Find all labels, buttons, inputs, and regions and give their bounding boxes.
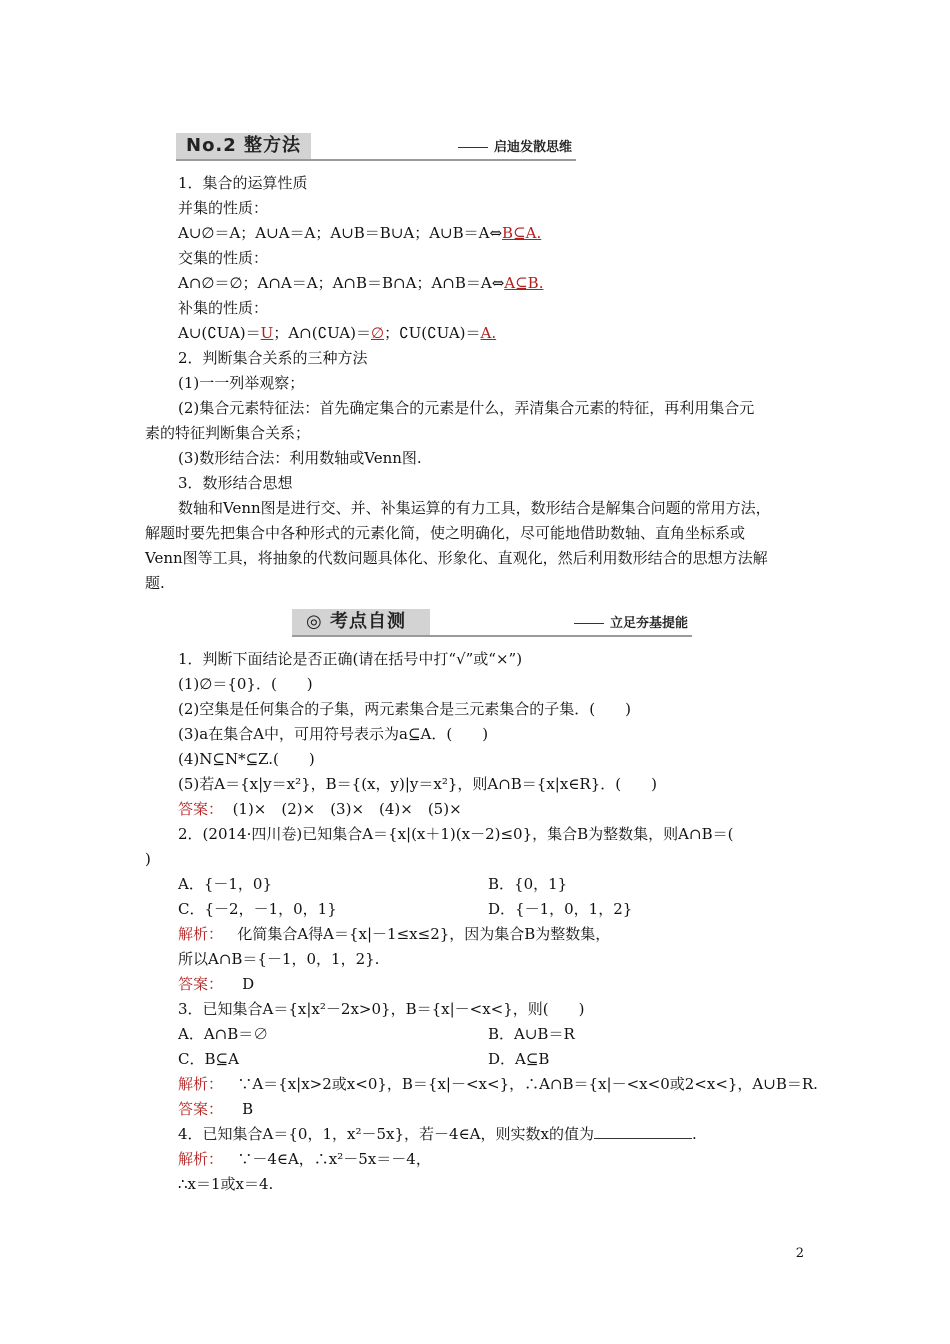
- question-text: 4．已知集合A＝{0，1，x²－5x}，若－4∈A，则实数x的值为: [178, 1125, 594, 1143]
- question-2-tail: ): [145, 850, 151, 868]
- question-1-item: (1)∅＝{0}．( ): [178, 675, 313, 693]
- text-line: [178, 322, 496, 344]
- complement-c: ；A∩(∁UA)＝: [273, 324, 371, 342]
- answer-fill: B⊆A.: [502, 224, 542, 242]
- complement-e: ；∁U(∁UA)＝: [384, 324, 481, 342]
- solution-text: ∵－4∈A，∴x²－5x＝－4，: [237, 1150, 431, 1168]
- page-number: 2: [795, 1246, 804, 1261]
- union-properties: A∪∅＝A；A∪A＝A；A∪B＝B∪A；A∪B＝A⇔: [178, 224, 503, 242]
- answer-text: B: [242, 1100, 254, 1118]
- option-b: B．{0，1}: [488, 875, 568, 893]
- option-b: B．A∪B＝R: [488, 1025, 575, 1043]
- text-line: 素的特征判断集合关系；: [145, 424, 311, 442]
- section-tag: ◎ 考点自测: [292, 609, 430, 635]
- solution-2-cont: 所以A∩B＝{－1，0，1，2}.: [178, 950, 380, 968]
- question-1-item: (5)若A＝{x|y＝x²}，B＝{(x，y)|y＝x²}，则A∩B＝{x|x∈R}．( ): [178, 775, 657, 793]
- question-1-item: (4)N⊆N*⊆Z.( ): [178, 750, 315, 768]
- question-2: 2．(2014·四川卷)已知集合A＝{x|(x＋1)(x－2)≤0}，集合B为整数集，则A∩B＝(: [178, 825, 734, 843]
- text-line: 并集的性质：: [178, 199, 269, 217]
- question-end: .: [691, 1125, 697, 1143]
- solution-label: 解析：: [178, 1150, 224, 1168]
- solution-text: 化简集合A得A＝{x|－1≤x≤2}，因为集合B为整数集，: [237, 925, 611, 943]
- solution-label: 解析：: [178, 925, 224, 943]
- answer-label: 答案：: [178, 1100, 224, 1118]
- question-3: 3．已知集合A＝{x|x²－2x>0}，B＝{x|－<x<}，则( ): [178, 1000, 585, 1018]
- option-d: D．{－1，0，1，2}: [488, 900, 633, 918]
- solution-label: 解析：: [178, 1075, 224, 1093]
- text-line: 3．数形结合思想: [178, 474, 293, 492]
- answer-fill: A.: [480, 324, 497, 342]
- option-c: C．B⊆A: [178, 1050, 239, 1068]
- text-line: 数轴和Venn图是进行交、并、补集运算的有力工具，数形结合是解集合问题的常用方法，: [178, 499, 771, 517]
- text-line: 补集的性质：: [178, 299, 269, 317]
- answer-1: [178, 798, 462, 820]
- option-a: A．{－1，0}: [178, 875, 273, 893]
- question-1-item: (3)a在集合A中，可用符号表示为a⊆A．( ): [178, 725, 489, 743]
- text-line: 2．判断集合关系的三种方法: [178, 349, 368, 367]
- answer-text: D: [242, 975, 255, 993]
- option-d: D．A⊆B: [488, 1050, 550, 1068]
- text-line: 题.: [145, 574, 165, 592]
- text-line: (2)集合元素特征法：首先确定集合的元素是什么，弄清集合元素的特征，再利用集合元: [178, 399, 755, 417]
- question-1: 1．判断下面结论是否正确(请在括号中打“√”或“×”): [178, 650, 523, 668]
- complement-a: A∪(∁UA)＝: [178, 324, 261, 342]
- section-subtitle: 启迪发散思维: [458, 136, 572, 155]
- text-line: Venn图等工具，将抽象的代数问题具体化、形象化、直观化，然后利用数形结合的思想方法解: [145, 549, 768, 567]
- answer-2: [178, 973, 254, 995]
- answer-text: (1)× (2)× (3)× (4)× (5)×: [232, 800, 462, 818]
- text-line: 1．集合的运算性质: [178, 174, 308, 192]
- text-line: (1)一一列举观察；: [178, 374, 305, 392]
- answer-label: 答案：: [178, 975, 224, 993]
- text-line: [178, 222, 541, 244]
- text-line: [178, 272, 543, 294]
- question-4: [178, 1123, 697, 1145]
- option-a: A．A∩B＝∅: [178, 1025, 269, 1043]
- answer-fill: U: [260, 324, 274, 342]
- section-subtitle: 立足夯基提能: [574, 612, 688, 631]
- option-c: C．{－2，－1，0，1}: [178, 900, 337, 918]
- text-line: (3)数形结合法：利用数轴或Venn图.: [178, 449, 422, 467]
- question-1-item: (2)空集是任何集合的子集，两元素集合是三元素集合的子集．( ): [178, 700, 631, 718]
- solution-2: [178, 923, 610, 945]
- section-tag: No.2 整方法: [176, 133, 311, 159]
- solution-3: [178, 1073, 818, 1095]
- section-banner-methods: [176, 133, 576, 161]
- solution-text: ∵A＝{x|x>2或x<0}，B＝{x|－<x<}，∴A∩B＝{x|－<x<0或2<x<}，A∪B＝R.: [237, 1075, 818, 1093]
- text-line: 解题时要先把集合中各种形式的元素化简，使之明确化，尽可能地借助数轴、直角坐标系或: [145, 524, 746, 542]
- solution-4: [178, 1148, 431, 1170]
- text-line: 交集的性质：: [178, 249, 269, 267]
- answer-3: [178, 1098, 253, 1120]
- answer-fill: ∅: [371, 324, 385, 342]
- answer-label: 答案：: [178, 800, 224, 818]
- section-banner-self-test: [292, 609, 692, 637]
- solution-4-cont: ∴x＝1或x＝4.: [178, 1175, 274, 1193]
- answer-blank: [594, 1124, 692, 1139]
- answer-fill: A⊆B.: [504, 274, 544, 292]
- intersection-properties: A∩∅＝∅；A∩A＝A；A∩B＝B∩A；A∩B＝A⇔: [178, 274, 505, 292]
